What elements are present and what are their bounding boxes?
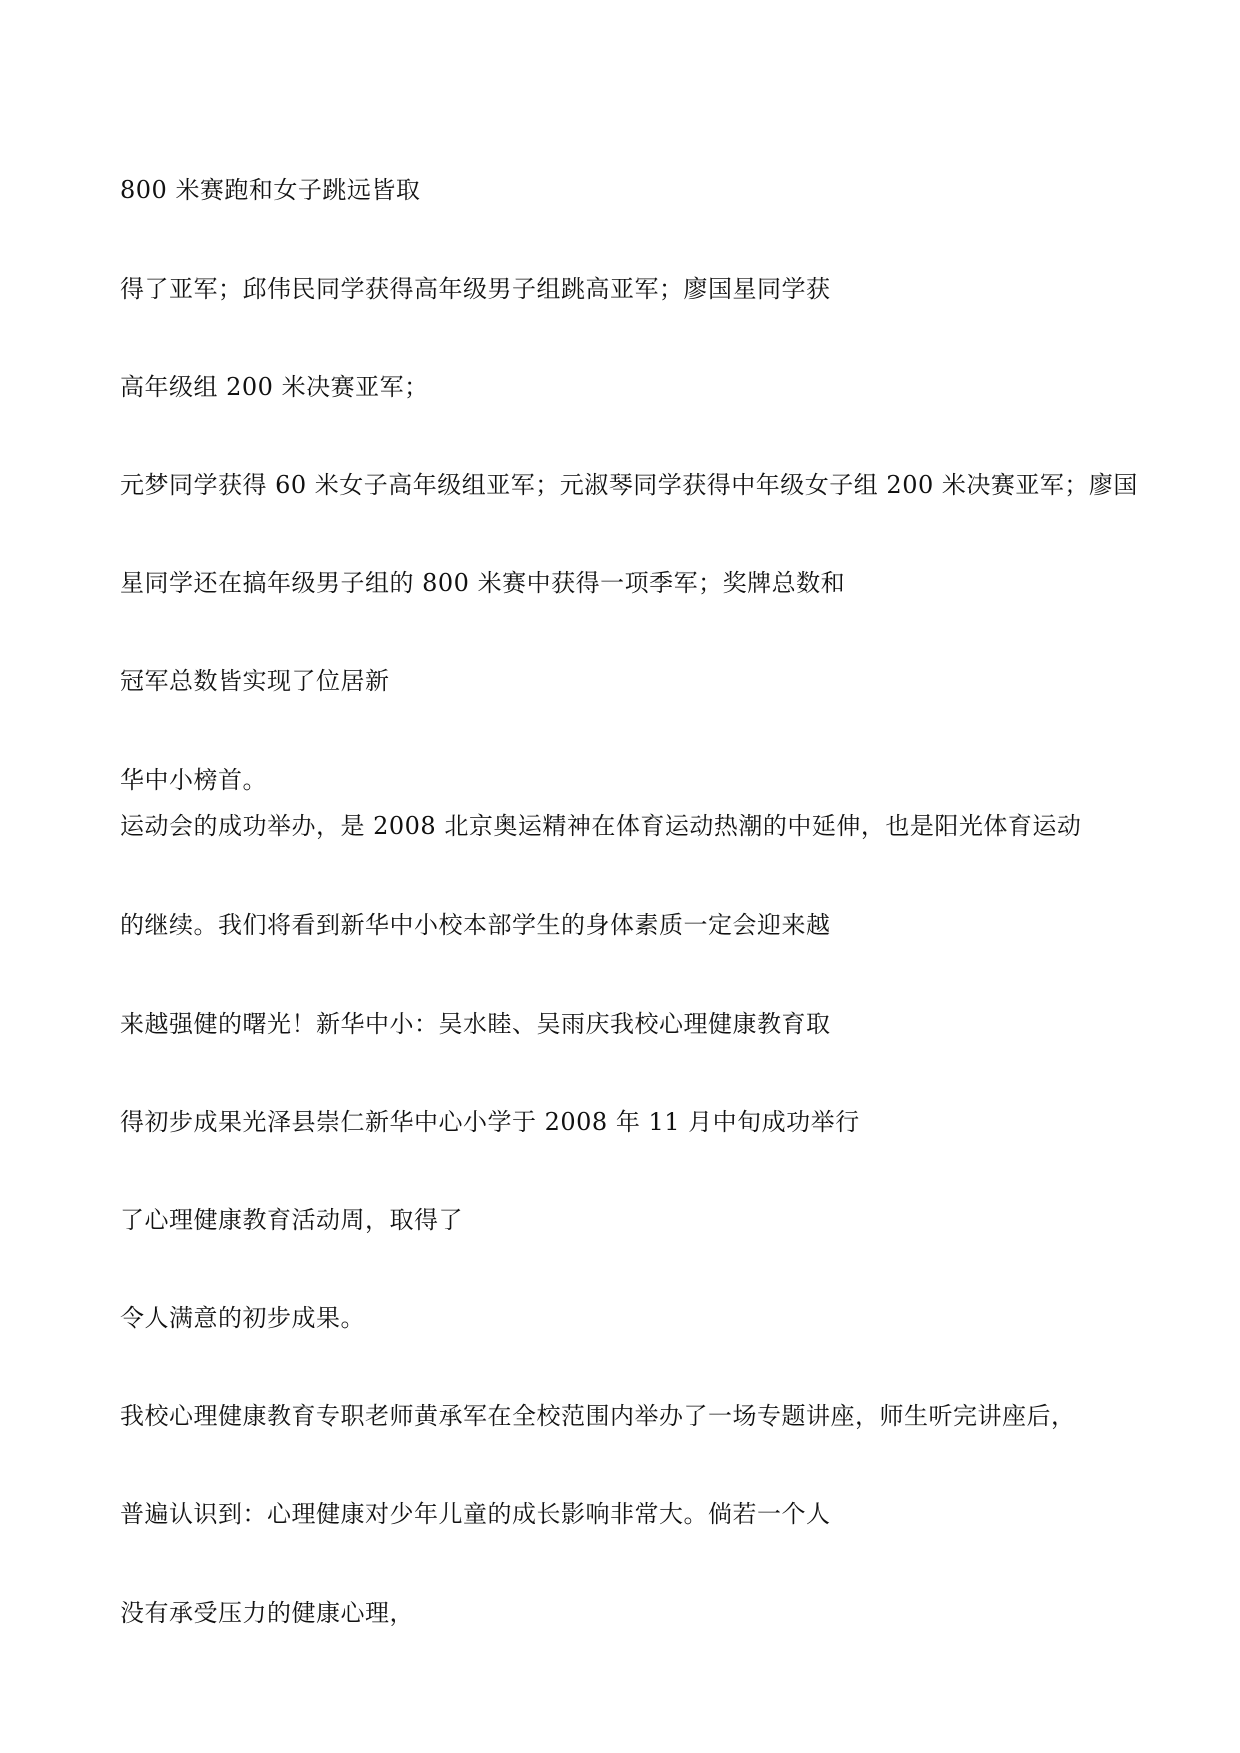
- text-line: 了心理健康教育活动周，取得了: [120, 1206, 463, 1234]
- text-line: 的继续。我们将看到新华中小校本部学生的身体素质一定会迎来越: [120, 911, 831, 939]
- text-line: 没有承受压力的健康心理，: [120, 1599, 414, 1627]
- text-line: 800 米赛跑和女子跳远皆取: [120, 176, 421, 204]
- text-line: 元梦同学获得 60 米女子高年级组亚军；元淑琴同学获得中年级女子组 200 米决赛亚军；廖国: [120, 471, 1138, 499]
- text-line: 运动会的成功举办，是 2008 北京奥运精神在体育运动热潮的中延伸，也是阳光体育运动: [120, 812, 1082, 840]
- text-line: 高年级组 200 米决赛亚军；: [120, 373, 429, 401]
- text-line: 我校心理健康教育专职老师黄承军在全校范围内举办了一场专题讲座，师生听完讲座后，: [120, 1402, 1076, 1430]
- text-line: 来越强健的曙光！新华中小：吴水睦、吴雨庆我校心理健康教育取: [120, 1010, 831, 1038]
- text-line: 得了亚军；邱伟民同学获得高年级男子组跳高亚军；廖国星同学获: [120, 275, 831, 303]
- text-line: 得初步成果光泽县崇仁新华中心小学于 2008 年 11 月中旬成功举行: [120, 1108, 860, 1136]
- text-line: 华中小榜首。: [120, 766, 267, 794]
- text-line: 星同学还在搞年级男子组的 800 米赛中获得一项季军；奖牌总数和: [120, 569, 846, 597]
- text-line: 冠军总数皆实现了位居新: [120, 667, 390, 695]
- text-line: 普遍认识到：心理健康对少年儿童的成长影响非常大。倘若一个人: [120, 1500, 831, 1528]
- text-line: 令人满意的初步成果。: [120, 1304, 365, 1332]
